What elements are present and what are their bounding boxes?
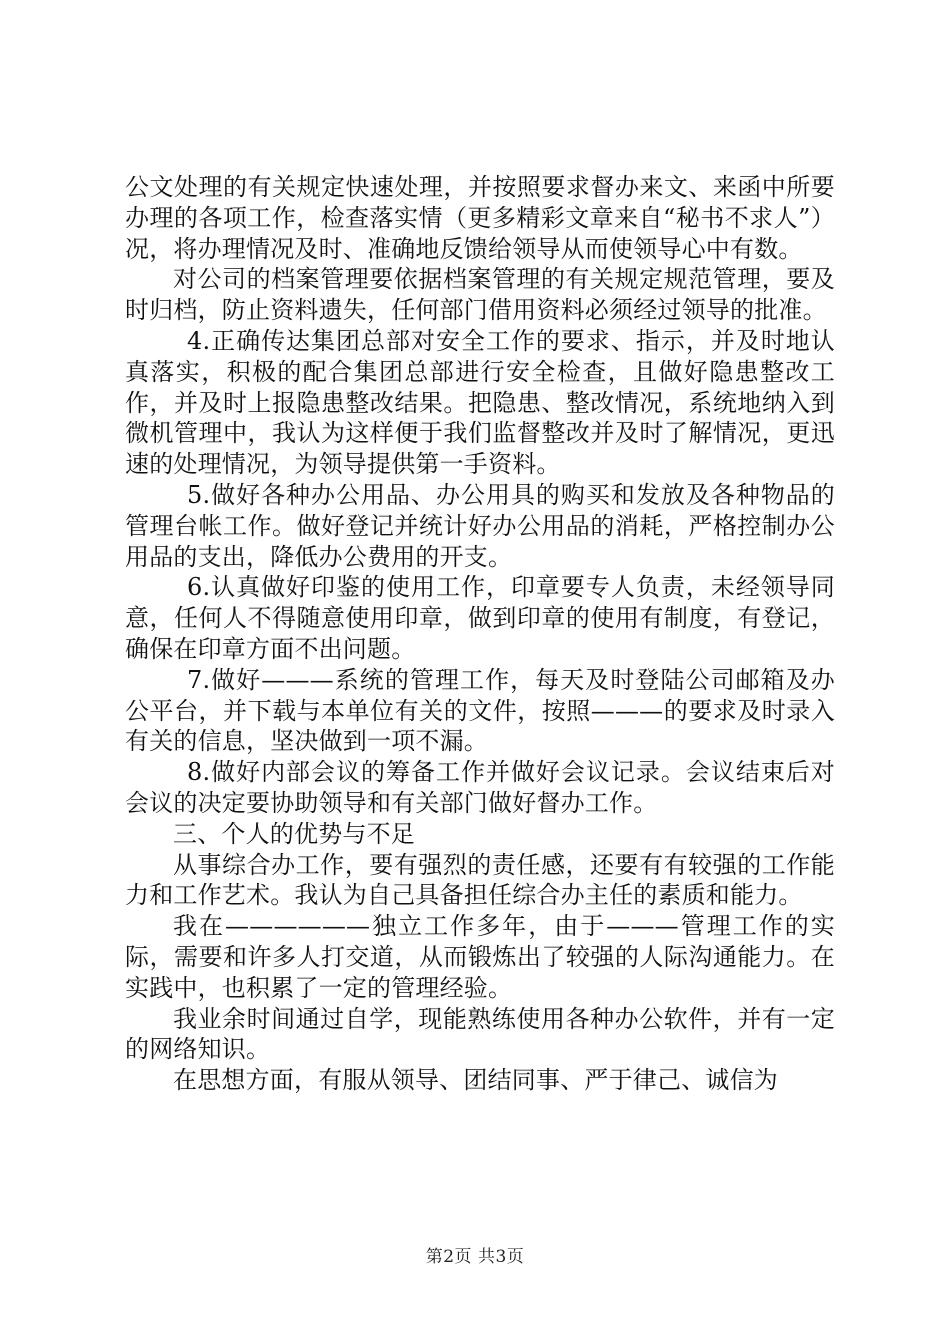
paragraph-2: 对公司的档案管理要依据档案管理的有关规定规范管理，要及时归档，防止资料遗失，任何部门借用资料必须经过领导的批准。 xyxy=(125,265,835,325)
paragraph-8: 从事综合办工作，要有强烈的责任感，还要有有较强的工作能力和工作艺术。我认为自己具备担任综合办主任的素质和能力。 xyxy=(125,850,835,910)
paragraph-1: 公文处理的有关规定快速处理，并按照要求督办来文、来函中所要办理的各项工作，检查落实情（更多精彩文章来自“秘书不求人”）况，将办理情况及时、准确地反馈给领导从而使领导心中有数。 xyxy=(125,173,835,263)
paragraph-10: 我业余时间通过自学，现能熟练使用各种办公软件，并有一定的网络知识。 xyxy=(125,1004,835,1064)
page-footer: 第2页 共3页 xyxy=(425,1247,525,1267)
paragraph-5: 6.认真做好印鉴的使用工作，印章要专人负责，未经领导同意，任何人不得随意使用印章，做到印章的使用有制度，有登记，确保在印章方面不出问题。 xyxy=(125,573,835,663)
paragraph-9: 我在——————独立工作多年，由于———管理工作的实际，需要和许多人打交道，从而锻炼出了较强的人际沟通能力。在实践中，也积累了一定的管理经验。 xyxy=(125,912,835,1002)
document-body xyxy=(125,172,835,1096)
paragraph-7: 8.做好内部会议的筹备工作并做好会议记录。会议结束后对会议的决定要协助领导和有关部门做好督办工作。 xyxy=(125,758,835,817)
section-heading: 三、个人的优势与不足 xyxy=(173,819,415,848)
paragraph-6: 7.做好———系统的管理工作，每天及时登陆公司邮箱及办公平台，并下载与本单位有关的文件，按照———的要求及时录入有关的信息，坚决做到一项不漏。 xyxy=(125,665,835,756)
paragraph-3: 4.正确传达集团总部对安全工作的要求、指示，并及时地认真落实，积极的配合集团总部进行安全检查，且做好隐患整改工作，并及时上报隐患整改结果。把隐患、整改情况，系统地纳入到微机管理中，我认为这样便于我们监督整改并及时了解情况，更迅速的处理情况，为领导提供第一手资料。 xyxy=(125,326,835,479)
paragraph-4: 5.做好各种办公用品、办公用具的购买和发放及各种物品的管理台帐工作。做好登记并统计好办公用品的消耗，严格控制办公用品的支出，降低办公费用的开支。 xyxy=(125,480,835,571)
paragraph-11: 在思想方面，有服从领导、团结同事、严于律己、诚信为 xyxy=(173,1066,778,1095)
